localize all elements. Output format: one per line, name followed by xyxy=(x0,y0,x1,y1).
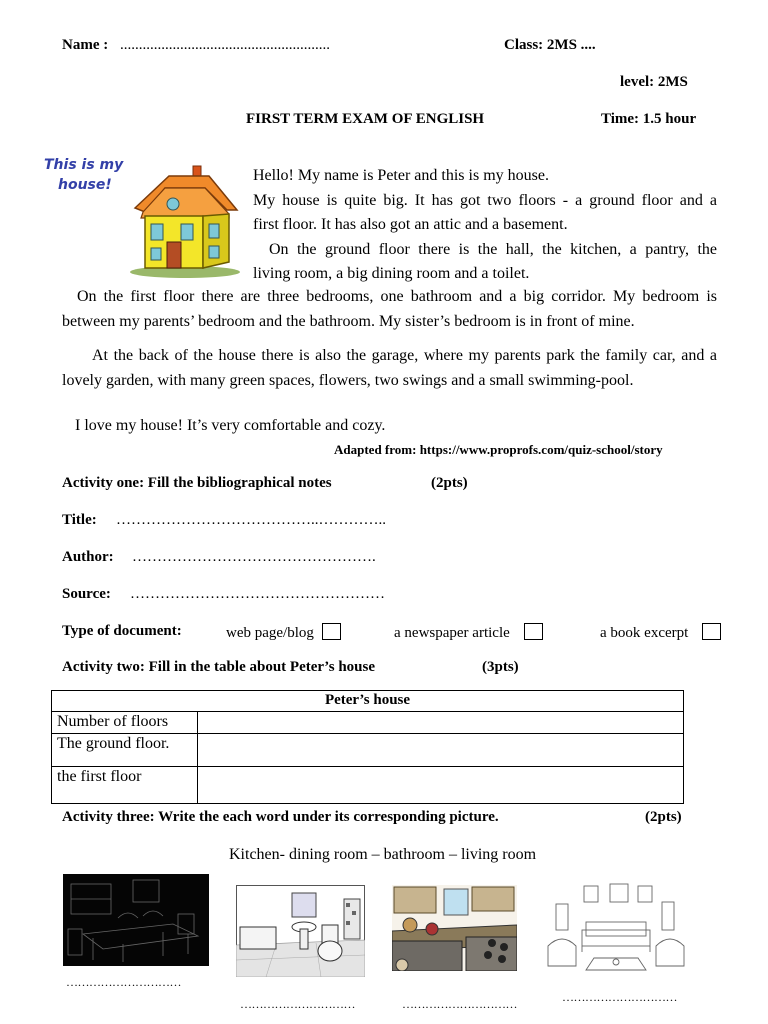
answer-cell-ground-floor[interactable] xyxy=(198,734,684,767)
activity-three-points: (2pts) xyxy=(645,809,682,825)
row-label-ground-floor: The ground floor. xyxy=(52,734,198,767)
title-answer-field[interactable]: …………………………………..………….. xyxy=(116,512,386,528)
title-label: Title: xyxy=(62,512,97,528)
option-book-label: a book excerpt xyxy=(600,625,689,641)
option-newspaper-checkbox[interactable] xyxy=(524,623,543,640)
table-row xyxy=(52,767,684,804)
activity-three-heading: Activity three: Write the each word under its corresponding picture. xyxy=(62,809,499,825)
name-label: Name : xyxy=(62,37,109,53)
activity-two-points: (3pts) xyxy=(482,659,519,675)
activity-one-points: (2pts) xyxy=(431,475,468,491)
house-caption-line1: This is my xyxy=(44,157,124,173)
intro-line-3: first floor. It has also got an attic and a basement. xyxy=(253,216,568,233)
source-note: Adapted from: https://www.proprofs.com/quiz-school/story xyxy=(334,442,663,457)
option-web-page xyxy=(226,623,341,642)
option-web-page-label: web page/blog xyxy=(226,625,314,641)
activity-two-heading: Activity two: Fill in the table about Peter’s house xyxy=(62,659,376,675)
table-header: Peter’s house xyxy=(52,691,684,712)
answer-line-4[interactable]: ………………………… xyxy=(562,990,677,1004)
option-newspaper xyxy=(394,623,544,642)
word-list: Kitchen- dining room – bathroom – living room xyxy=(229,846,537,863)
answer-cell-first-floor[interactable] xyxy=(198,767,684,804)
class-label: Class: 2MS .... xyxy=(504,37,596,53)
answer-cell-floors[interactable] xyxy=(198,712,684,734)
intro-paragraph xyxy=(253,164,717,287)
peters-house-table xyxy=(51,690,684,804)
intro-line-4: On the ground floor there is the hall, the kitchen, a pantry, the xyxy=(269,240,717,258)
intro-line-5: living room, a big dining room and a toilet. xyxy=(253,265,530,282)
author-answer-field[interactable]: …………………………………………. xyxy=(132,549,376,565)
house-caption xyxy=(44,155,123,195)
house-image xyxy=(125,160,243,280)
option-web-page-checkbox[interactable] xyxy=(322,623,341,640)
exam-title: FIRST TERM EXAM OF ENGLISH xyxy=(246,111,485,127)
option-newspaper-label: a newspaper article xyxy=(394,625,510,641)
first-floor-paragraph: On the first floor there are three bedrooms, one bathroom and a big corridor. My bedroom is between my parents’ bedroom and the bathroom. My sister’s bedroom is in front of mine. xyxy=(62,288,717,330)
intro-line-2: My house is quite big. It has got two floors - a ground floor and a xyxy=(253,191,717,209)
house-caption-line2: house! xyxy=(58,177,112,193)
source-label: Source: xyxy=(62,586,111,602)
option-book-checkbox[interactable] xyxy=(702,623,721,640)
option-book xyxy=(600,623,725,642)
row-label-floors: Number of floors xyxy=(52,712,198,734)
activity-one-heading: Activity one: Fill the bibliographical notes xyxy=(62,475,332,491)
answer-line-1[interactable]: ………………………… xyxy=(66,975,181,989)
source-answer-field[interactable]: …………………………………………… xyxy=(130,586,385,602)
intro-line-1: Hello! My name is Peter and this is my house. xyxy=(253,167,549,184)
level-label: level: 2MS xyxy=(620,74,688,90)
dining-room-picture xyxy=(63,874,209,966)
table-row xyxy=(52,712,684,734)
time-label: Time: 1.5 hour xyxy=(601,111,697,127)
author-label: Author: xyxy=(62,549,114,565)
closing-sentence: I love my house! It’s very comfortable and cozy. xyxy=(75,417,386,434)
kitchen-picture xyxy=(392,885,517,971)
living-room-picture xyxy=(546,882,686,978)
row-label-first-floor: the first floor xyxy=(52,767,198,804)
type-of-document-label: Type of document: xyxy=(62,623,182,639)
table-row xyxy=(52,734,684,767)
back-of-house-paragraph: At the back of the house there is also the garage, where my parents park the family car, and a lovely garden, with many green spaces, flowers, two swings and a small swimming-pool. xyxy=(62,347,717,389)
answer-line-3[interactable]: ………………………… xyxy=(402,997,517,1011)
answer-line-2[interactable]: ………………………… xyxy=(240,997,355,1011)
bathroom-picture xyxy=(236,885,365,977)
name-field[interactable]: ........................................................ xyxy=(120,37,330,53)
